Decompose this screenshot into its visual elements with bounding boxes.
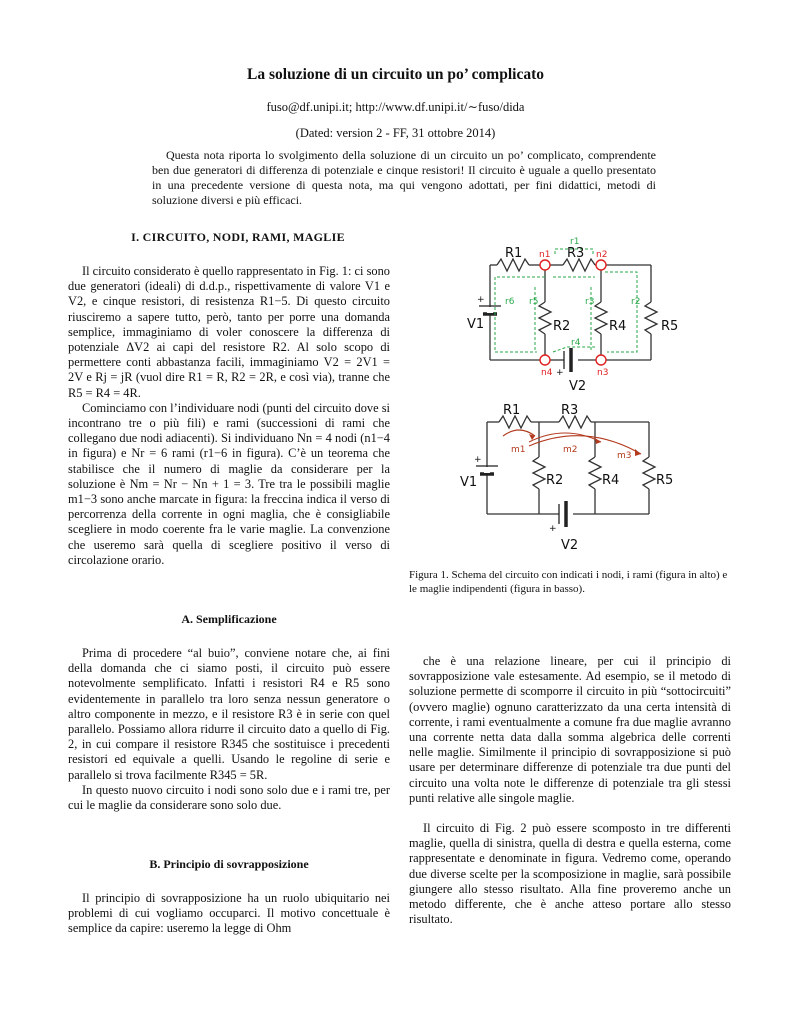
resistor-r5	[643, 457, 655, 489]
label-r1: R1	[503, 403, 521, 418]
section-heading: I. CIRCUITO, NODI, RAMI, MAGLIE	[131, 230, 345, 244]
label-m2: m2	[563, 445, 578, 455]
label-n2: n2	[596, 250, 608, 260]
circuit-figure	[455, 232, 685, 562]
paper-title: La soluzione di un circuito un po’ complicato	[247, 66, 544, 83]
subsection-body	[68, 891, 390, 937]
label-plus: +	[474, 455, 482, 465]
paragraph: che è una relazione lineare, per cui il principio di sovrapposizione vale estesamente. Ad esempio, se il metodo di soluzione permette di scomporre il circuito in più “sottocircuiti” (ovvero maglie) ognuno caratterizzato da una certa intensità di corrente, i rami eventualmente a comune fra due maglie avranno una corrente netta data dalla somma algebrica delle correnti nelle maglie. Similmente il principio di sovrapposizione si può usare per determinare differenze di potenziale tra due punti del circuito una volta note le differenze di potenziale tra gli stessi punti relative alle singole maglie.	[409, 654, 731, 805]
label-n1: n1	[539, 250, 551, 260]
label-v2: V2	[561, 538, 579, 553]
label-r2: R2	[553, 319, 571, 334]
label-r5-branch: r5	[529, 297, 539, 307]
label-plus: +	[549, 524, 557, 534]
paragraph: In questo nuovo circuito i nodi sono solo due e i rami tre, per cui le maglie da considerare sono solo due.	[68, 782, 390, 813]
label-v1: V1	[460, 475, 478, 490]
author-line: fuso@df.unipi.it; http://www.df.unipi.it/∼fuso/dida	[266, 100, 525, 114]
label-r1-branch: r1	[570, 237, 580, 247]
subsection-heading: A. Semplificazione	[181, 612, 277, 626]
dated-line: (Dated: version 2 - FF, 31 ottobre 2014)	[295, 126, 496, 140]
label-v1: V1	[467, 317, 485, 332]
resistor-r2	[533, 457, 545, 489]
label-plus: +	[556, 368, 564, 378]
label-r5: R5	[656, 473, 674, 488]
label-n3: n3	[597, 368, 609, 378]
label-r2: R2	[546, 473, 564, 488]
label-r4-branch: r4	[571, 338, 581, 348]
paragraph: Cominciamo con l’individuare nodi (punti del circuito dove si incontrano tre o più fili) e rami (successioni di rami che collegano due nodi adiacenti). Si individuano Nn = 4 nodi (n1−4 in figura) e Nr = 6 rami (r1−6 in figura). C’è un teorema che stabilisce che il numero di maglie da considerare per la soluzione è Nm = Nr − Nn + 1 = 3. Tre tra le possibili maglie m1−3 sono anche marcate in figura: la freccina indica il verso di percorrenza della corrente in ogni maglia, che è consigliabile scegliere in modo coerente fra le varie maglie. La convenzione che useremo sarà quella di scegliere positivo il verso di circolazione orario.	[68, 400, 390, 567]
label-m3: m3	[617, 451, 632, 461]
label-plus: +	[477, 295, 485, 305]
label-r4: R4	[602, 473, 620, 488]
label-m1: m1	[511, 445, 526, 455]
paragraph: Il circuito considerato è quello rappresentato in Fig. 1: ci sono due generatori (ideali) di d.d.p., rispettivamente di valore V1 e V2, e cinque resistori, di resistenza R1−5. Di questo circuito riusciremo a sapere tutto, però, tanto per porre una domanda semplice, immaginiamo di voler conoscere la differenza di potenziale ΔV2 ai capi del resistore R2. Al solo scopo di permettere conti abbastanza facili, immaginiamo V2 = 2V1 = 2V e Rj = jR (vuol dire R1 = R, R2 = 2R, e così via), tranne che R5 = R4 = 4R.	[68, 264, 390, 400]
figure-caption: Figura 1. Schema del circuito con indicati i nodi, i rami (figura in alto) e le maglie indipendenti (figura in basso).	[409, 569, 728, 595]
right-column-body	[409, 654, 731, 927]
resistor-r4	[595, 302, 607, 334]
abstract: Questa nota riporta lo svolgimento della soluzione di un circuito un po’ complicato, comprendente ben due generatori di differenza di potenziale e cinque resistori! Il circuito è uguale a quello presentato in una precedente versione di questa nota, ma qui vengono adottati, per fini didattici, metodi di soluzione diversi e più efficaci.	[152, 148, 656, 207]
label-n4: n4	[541, 368, 553, 378]
paragraph: Il principio di sovrapposizione ha un ruolo ubiquitario nei problemi di cui vogliamo occuparci. Il motivo concettuale è semplice da capire: useremo la legge di Ohm	[68, 891, 390, 936]
label-r3: R3	[561, 403, 579, 418]
label-r4: R4	[609, 319, 627, 334]
paragraph: Prima di procedere “al buio”, conviene notare che, ai fini della domanda che ci siamo posti, il circuito può essere notevolmente semplificato. Infatti i resistori R4 e R5 sono evidentemente in parallelo tra loro senza nessun generatore o altro componente in mezzo, e il resistore R3 è in serie con quel parallelo. Possiamo allora ridurre il circuito dato a quello di Fig. 2, in cui compare il resistore R345 che sostituisce i precedenti resistori ed equivale a quelli. Usando le regoline di serie e parallelo si trova facilmente R345 = 5R.	[68, 646, 390, 782]
label-r3: R3	[567, 246, 585, 261]
resistor-r4	[589, 457, 601, 489]
resistor-r5	[645, 302, 657, 334]
resistor-r2	[539, 302, 551, 334]
label-r1: R1	[505, 246, 523, 261]
label-r2-branch: r2	[631, 297, 641, 307]
label-r3-branch: r3	[585, 297, 595, 307]
paragraph: Il circuito di Fig. 2 può essere scomposto in tre differenti maglie, quella di sinistra, quella di destra e quella esterna, come rappresentate e denominate in figura. Vedremo come, operando due diverse scelte per la scomposizione in maglie, sarà possibile giungere allo stesso risultato. Alla fine proveremo anche un metodo differente, che è anche atteso portare allo stesso risultato.	[409, 821, 731, 927]
label-r6-branch: r6	[505, 297, 515, 307]
subsection-body	[68, 646, 390, 813]
section-body	[68, 264, 390, 568]
subsection-heading: B. Principio di sovrapposizione	[149, 857, 309, 871]
label-r5: R5	[661, 319, 679, 334]
label-v2: V2	[569, 379, 587, 394]
